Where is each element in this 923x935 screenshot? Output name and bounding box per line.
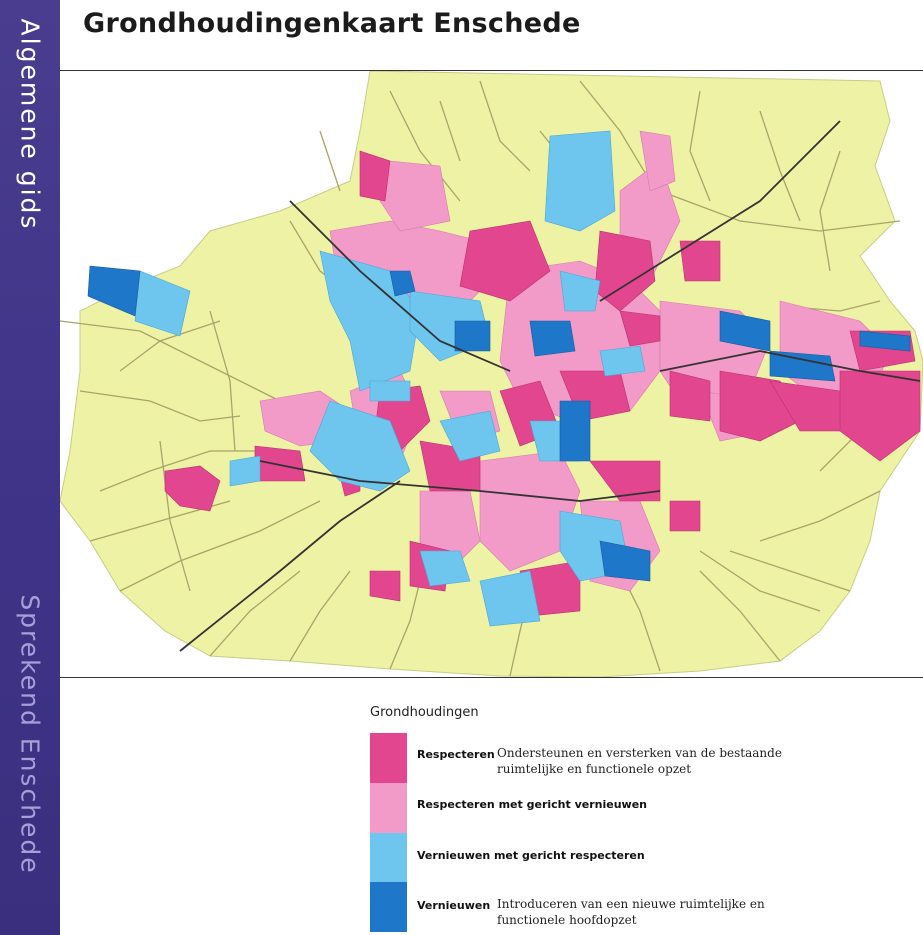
legend-desc-vernieuwen-2: functionele hoofdopzet — [497, 913, 637, 927]
legend-swatch-respecteren — [370, 733, 407, 783]
legend-desc-respecteren-2: ruimtelijke en functionele opzet — [497, 762, 692, 776]
legend-desc-vernieuwen-1: Introduceren van een nieuwe ruimtelijke en — [497, 897, 765, 911]
legend-label-respecteren: Respecteren — [417, 748, 495, 761]
legend-label-vernieuwen: Vernieuwen — [417, 899, 491, 912]
legend-label-respecteren-vernieuwen: Respecteren met gericht vernieuwen — [417, 798, 647, 811]
legend-swatch-respecteren-vernieuwen — [370, 783, 407, 833]
legend-swatch-vernieuwen-respecteren — [370, 833, 407, 883]
page-title: Grondhoudingenkaart Enschede — [83, 8, 581, 39]
sidebar-bottom-text: Sprekend Enschede — [15, 594, 45, 875]
divider-bottom — [60, 677, 923, 678]
legend-title: Grondhoudingen — [370, 705, 479, 720]
legend-label-vernieuwen-respecteren: Vernieuwen met gericht respecteren — [417, 849, 645, 862]
legend-swatch-vernieuwen — [370, 882, 407, 932]
city-map — [60, 71, 923, 677]
legend-desc-respecteren-1: Ondersteunen en versterken van de bestaande — [497, 746, 782, 760]
sidebar-top-text: Algemene gids — [15, 18, 45, 231]
sidebar-band — [0, 0, 60, 935]
